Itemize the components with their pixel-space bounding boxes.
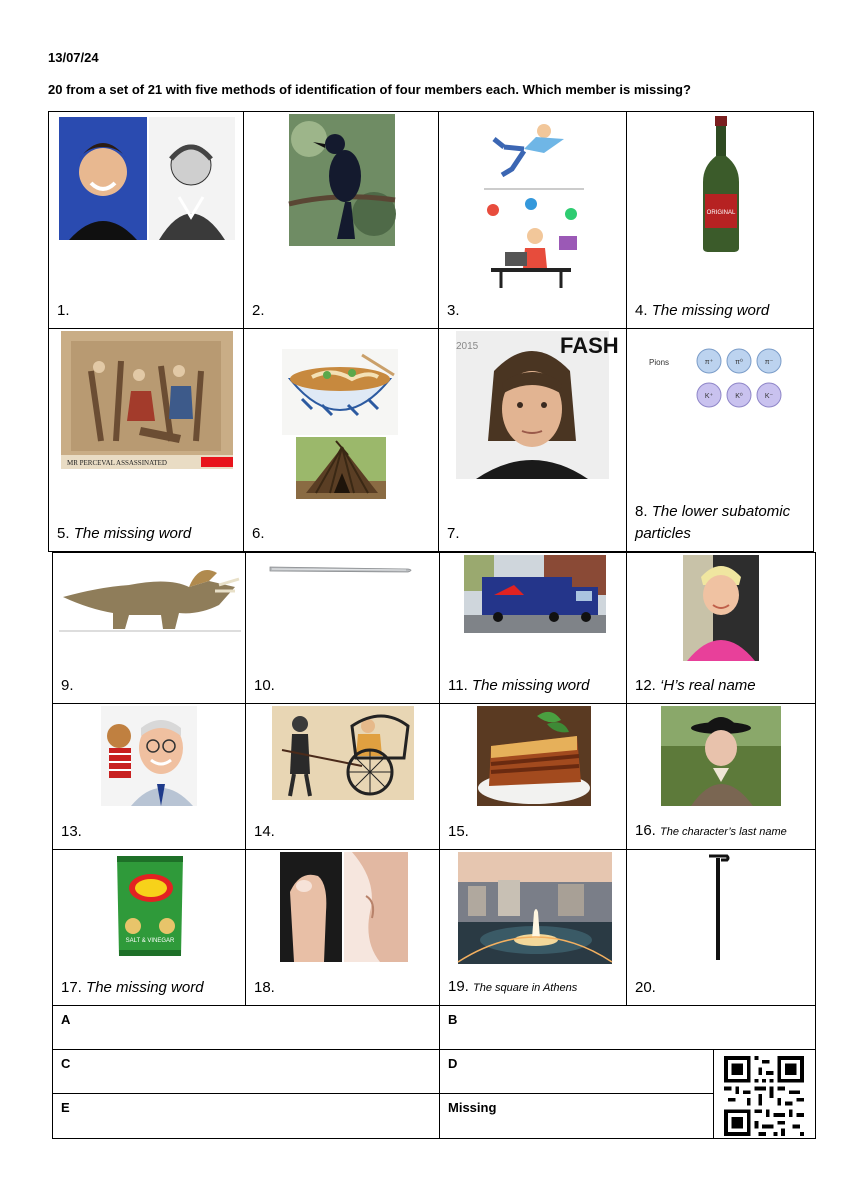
answer-box-c[interactable] [52, 1049, 440, 1094]
office-worker-image [481, 196, 586, 288]
noodle-soup-image [282, 349, 398, 435]
clue-cell-6 [243, 328, 439, 552]
answer-label-b: B [448, 1012, 458, 1027]
clue-label-12: 12. ‘H’s real name [635, 677, 756, 694]
triceratops-image [59, 557, 241, 633]
clue-cell-10 [245, 552, 440, 704]
clue-label-11: 11. The missing word [448, 677, 590, 694]
clue-label-15: 15. [448, 823, 469, 840]
clue-cell-17 [52, 849, 246, 1006]
toe-and-knee-image [280, 852, 408, 962]
answer-box-b[interactable] [439, 1005, 816, 1050]
bird-image [289, 114, 395, 246]
stick-shelter-image [296, 437, 386, 499]
tweezers-image [268, 563, 414, 577]
engraving-caption: MR PERCEVAL ASSASSINATED [67, 459, 167, 467]
clue-cell-7 [438, 328, 627, 552]
kaon-zero: K⁰ [735, 393, 743, 400]
clue-label-2: 2. [252, 302, 265, 319]
clue-cell-12 [626, 552, 816, 704]
clue-cell-20 [626, 849, 816, 1006]
clue-label-14: 14. [254, 823, 275, 840]
pions-label: Pions [649, 358, 670, 367]
date: 13/07/24 [48, 50, 99, 65]
kaon-plus: K⁺ [704, 393, 714, 400]
clue-cell-3 [438, 111, 627, 329]
clue-cell-19 [439, 849, 627, 1006]
walking-cane-image [707, 852, 729, 962]
clue-label-6: 6. [252, 525, 265, 542]
mesons-diagram [647, 343, 797, 413]
detective-character-image [661, 706, 781, 806]
clue-label-19: 19. The square in Athens [448, 978, 578, 995]
crisps-packet-image [111, 852, 189, 960]
clue-cell-16 [626, 703, 816, 850]
clue-label-13: 13. [61, 823, 82, 840]
presenter-with-puppet-image [101, 706, 197, 806]
pion-minus: π⁻ [764, 359, 774, 366]
singer-portrait-image [683, 555, 759, 661]
answer-box-d[interactable] [439, 1049, 714, 1094]
clue-label-1: 1. [57, 302, 70, 319]
clue-label-16: 16. The character’s last name [635, 822, 787, 839]
clue-label-4: 4. The missing word [635, 302, 770, 319]
answer-box-missing[interactable] [439, 1093, 714, 1139]
clue-cell-9 [52, 552, 246, 704]
portraits-image [59, 117, 235, 240]
clue-label-8: 8. The lower subatomic particles [635, 503, 791, 542]
clue-label-10: 10. [254, 677, 275, 694]
kaon-minus: K⁻ [764, 393, 774, 400]
clue-cell-15 [439, 703, 627, 850]
pion-plus: π⁺ [704, 359, 714, 366]
bottle-label-text: ORIGINAL [706, 210, 736, 216]
answer-box-e[interactable] [52, 1093, 440, 1139]
clue-cell-14 [245, 703, 440, 850]
bottle-image [699, 116, 743, 252]
backdrop-text: FASH [560, 333, 619, 358]
lorry-image [464, 555, 606, 633]
rickshaw-image [272, 706, 414, 800]
clue-cell-11 [439, 552, 627, 704]
assassination-engraving-image [61, 331, 233, 469]
athens-square-image [458, 852, 612, 964]
clue-cell-1 [48, 111, 244, 329]
answer-label-c: C [61, 1056, 71, 1071]
clue-label-7: 7. [447, 525, 460, 542]
musician-portrait-image [456, 331, 619, 479]
clue-cell-18 [245, 849, 440, 1006]
clue-cell-4 [626, 111, 814, 329]
falling-man-image [484, 117, 584, 192]
clue-label-5: 5. The missing word [57, 525, 192, 542]
moussaka-image [477, 706, 591, 806]
answer-label-a: A [61, 1012, 71, 1027]
clue-label-18: 18. [254, 979, 275, 996]
answer-box-a[interactable] [52, 1005, 440, 1050]
clue-label-20: 20. [635, 979, 656, 996]
qr-code-box [713, 1049, 816, 1139]
clue-label-3: 3. [447, 302, 460, 319]
clue-cell-5 [48, 328, 244, 552]
clue-cell-13 [52, 703, 246, 850]
pion-zero: π⁰ [735, 359, 743, 366]
clue-label-17: 17. The missing word [61, 979, 204, 996]
qr-code-icon[interactable] [724, 1056, 804, 1136]
clue-cell-8 [626, 328, 814, 552]
backdrop-year: 2015 [456, 341, 479, 352]
answer-label-missing: Missing [448, 1100, 497, 1115]
answer-label-d: D [448, 1056, 458, 1071]
clue-cell-2 [243, 111, 439, 329]
instructions: 20 from a set of 21 with five methods of identification of four members each. Which member is missing? [48, 82, 691, 97]
answer-label-e: E [61, 1100, 70, 1115]
crisp-flavour-text: SALT & VINEGAR [125, 938, 175, 944]
clue-label-9: 9. [61, 677, 74, 694]
